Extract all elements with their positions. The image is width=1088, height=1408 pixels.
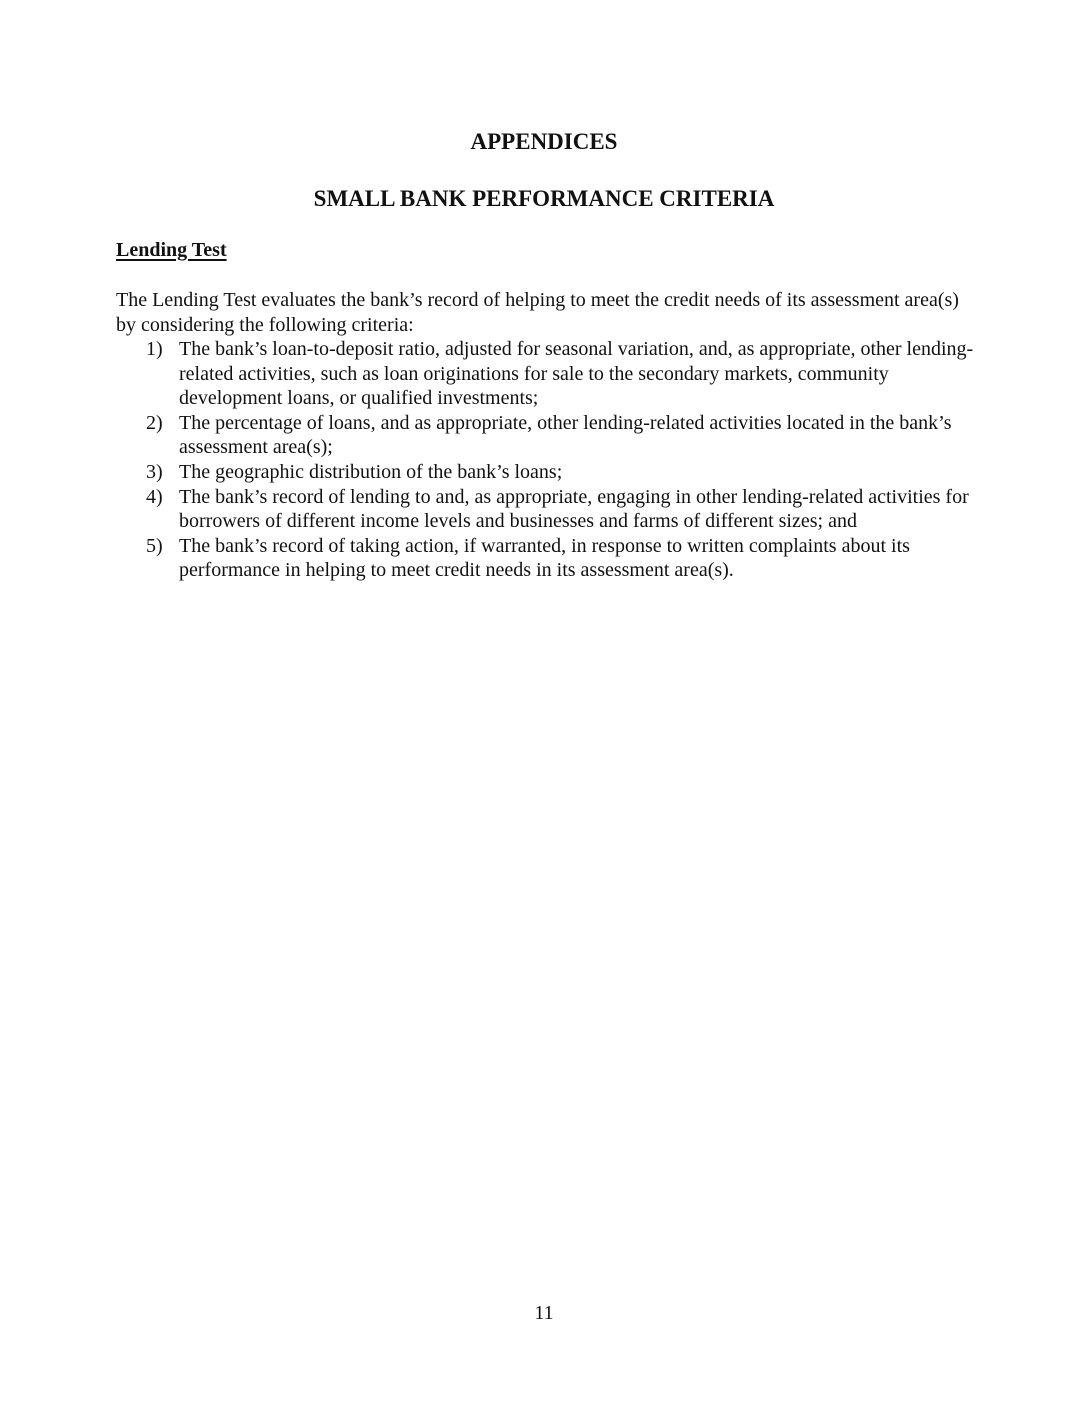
criteria-item [116, 411, 976, 460]
criteria-item [116, 337, 976, 411]
criteria-number: 4) [146, 485, 163, 508]
criteria-text: The bank’s loan-to-deposit ratio, adjusted for seasonal variation, and, as appropriate, other lending-related activities, such as loan originations for sale to the secondary markets, community development loans, or qualified investments; [179, 338, 974, 410]
criteria-item [116, 485, 976, 534]
section-heading-lending-test: Lending Test [116, 239, 227, 261]
criteria-title: SMALL BANK PERFORMANCE CRITERIA [313, 186, 775, 211]
criteria-number: 1) [146, 338, 163, 360]
criteria-item [116, 460, 976, 485]
intro-paragraph: The Lending Test evaluates the bank’s record of helping to meet the credit needs of its assessment area(s) by considering the following criteria: [116, 289, 959, 336]
appendices-title: APPENDICES [470, 129, 618, 154]
criteria-text: The geographic distribution of the bank’s loans; [179, 460, 563, 483]
criteria-text: The bank’s record of taking action, if warranted, in response to written complaints about its performance in helping to meet credit needs in its assessment area(s). [179, 534, 910, 582]
criteria-number: 5) [146, 534, 163, 557]
criteria-number: 2) [146, 411, 163, 434]
criteria-number: 3) [146, 460, 163, 483]
criteria-list [116, 337, 976, 583]
criteria-text: The percentage of loans, and as appropriate, other lending-related activities located in the bank’s assessment area(s); [179, 411, 952, 459]
criteria-item [116, 534, 976, 583]
criteria-text: The bank’s record of lending to and, as appropriate, engaging in other lending-related activities for borrowers of different income levels and businesses and farms of different sizes; and [179, 485, 969, 533]
page-number: 11 [534, 1302, 554, 1324]
